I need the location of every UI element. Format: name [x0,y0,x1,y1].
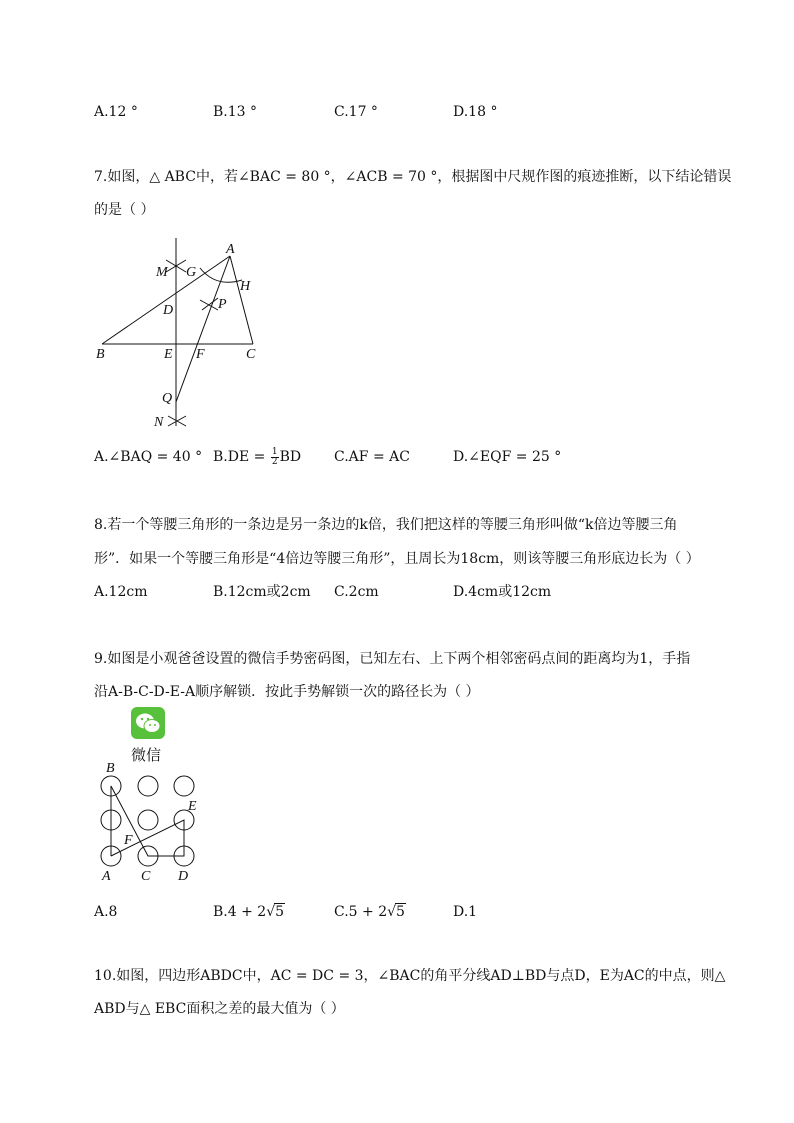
q7-option-b-prefix: B.DE = [213,449,266,465]
q9-label-a: A [102,869,111,884]
q6-option-d: D.18 ° [453,104,498,120]
q9-option-c [334,902,406,922]
q7-option-b-suffix: BD [279,449,302,465]
wechat-bubble-icon [131,707,165,739]
q7-option-c: C.AF = AC [334,449,410,465]
q7-label-e: E [164,347,173,362]
q9-label-d: D [178,869,189,884]
grid-dot [138,776,158,796]
q7-label-a: A [226,242,235,257]
q7-option-b [213,447,301,467]
q7-label-m: M [156,265,168,280]
q7-option-d: D.∠EQF = 25 ° [453,449,562,465]
q9-label-e: E [188,799,197,814]
q6-option-a: A.12 ° [94,104,138,120]
q10-stem-line1: 10.如图，四边形ABDC中，AC = DC = 3，∠BAC的角平分线AD⊥BD与点D，E为AC的中点，则△ [94,968,726,984]
q7-label-g: G [186,265,197,280]
q9-option-c-radicand: 5 [396,904,405,920]
q8-option-d: D.4cm或12cm [453,584,552,600]
grid-dot [138,810,158,830]
q9-option-d: D.1 [453,904,478,920]
wechat-app-icon [131,707,165,739]
q6-option-b: B.13 ° [213,104,258,120]
q8-option-a: A.12cm [94,584,148,600]
q7-label-f: F [196,347,205,362]
q9-stem-line2: 沿A-B-C-D-E-A顺序解锁．按此手势解锁一次的路径长为（ ） [94,684,480,700]
q9-option-b-prefix: B.4 + 2 [213,904,267,920]
q8-option-c: C.2cm [334,584,379,600]
q10-stem-line2: ABD与△ EBC面积之差的最大值为（ ） [94,1001,345,1017]
q7-option-b-fraction [271,448,279,467]
q9-option-b-radicand: 5 [275,904,285,920]
q9-label-b: B [106,761,115,776]
q7-label-c: C [246,347,256,362]
q7-option-b-numerator: 1 [271,446,278,457]
q7-stem-line1: 7.如图，△ ABC中，若∠BAC = 80 °，∠ACB = 70 °，根据图中尺规作图的痕迹推断，以下结论错误 [94,169,732,185]
q7-option-a: A.∠BAQ = 40 ° [94,449,203,465]
radical-sign: √ [266,904,276,920]
wechat-app-label: 微信 [131,746,162,764]
radical-sign: √ [387,904,397,920]
q8-option-b: B.12cm或2cm [213,584,311,600]
q7-label-h: H [240,279,251,294]
q9-label-f: F [124,833,133,848]
q6-option-c: C.17 ° [334,104,378,120]
q7-label-q: Q [162,391,173,406]
q7-stem-line2: 的是（ ） [94,202,155,218]
q9-option-a: A.8 [94,904,118,920]
q7-label-n: N [154,415,164,430]
grid-dot [174,776,194,796]
q7-option-b-denominator: 2 [271,456,278,467]
q7-label-p: P [218,297,227,312]
q7-figure [90,236,270,436]
q9-stem-line1: 9.如图是小观爸爸设置的微信手势密码图，已知左右、上下两个相邻密码点间的距离均为1，手指 [94,651,691,667]
q9-option-b [213,902,285,922]
q9-figure [94,760,214,890]
q7-label-d: D [163,303,174,318]
q9-label-c: C [141,869,151,884]
q8-stem-line2: 形”．如果一个等腰三角形是“4倍边等腰三角形”，且周长为18cm，则该等腰三角形底边长为（ ） [94,551,700,567]
q8-stem-line1: 8.若一个等腰三角形的一条边是另一条边的k倍，我们把这样的等腰三角形叫做“k倍边等腰三角 [94,517,678,533]
q9-option-c-prefix: C.5 + 2 [334,904,388,920]
q7-label-b: B [96,347,105,362]
